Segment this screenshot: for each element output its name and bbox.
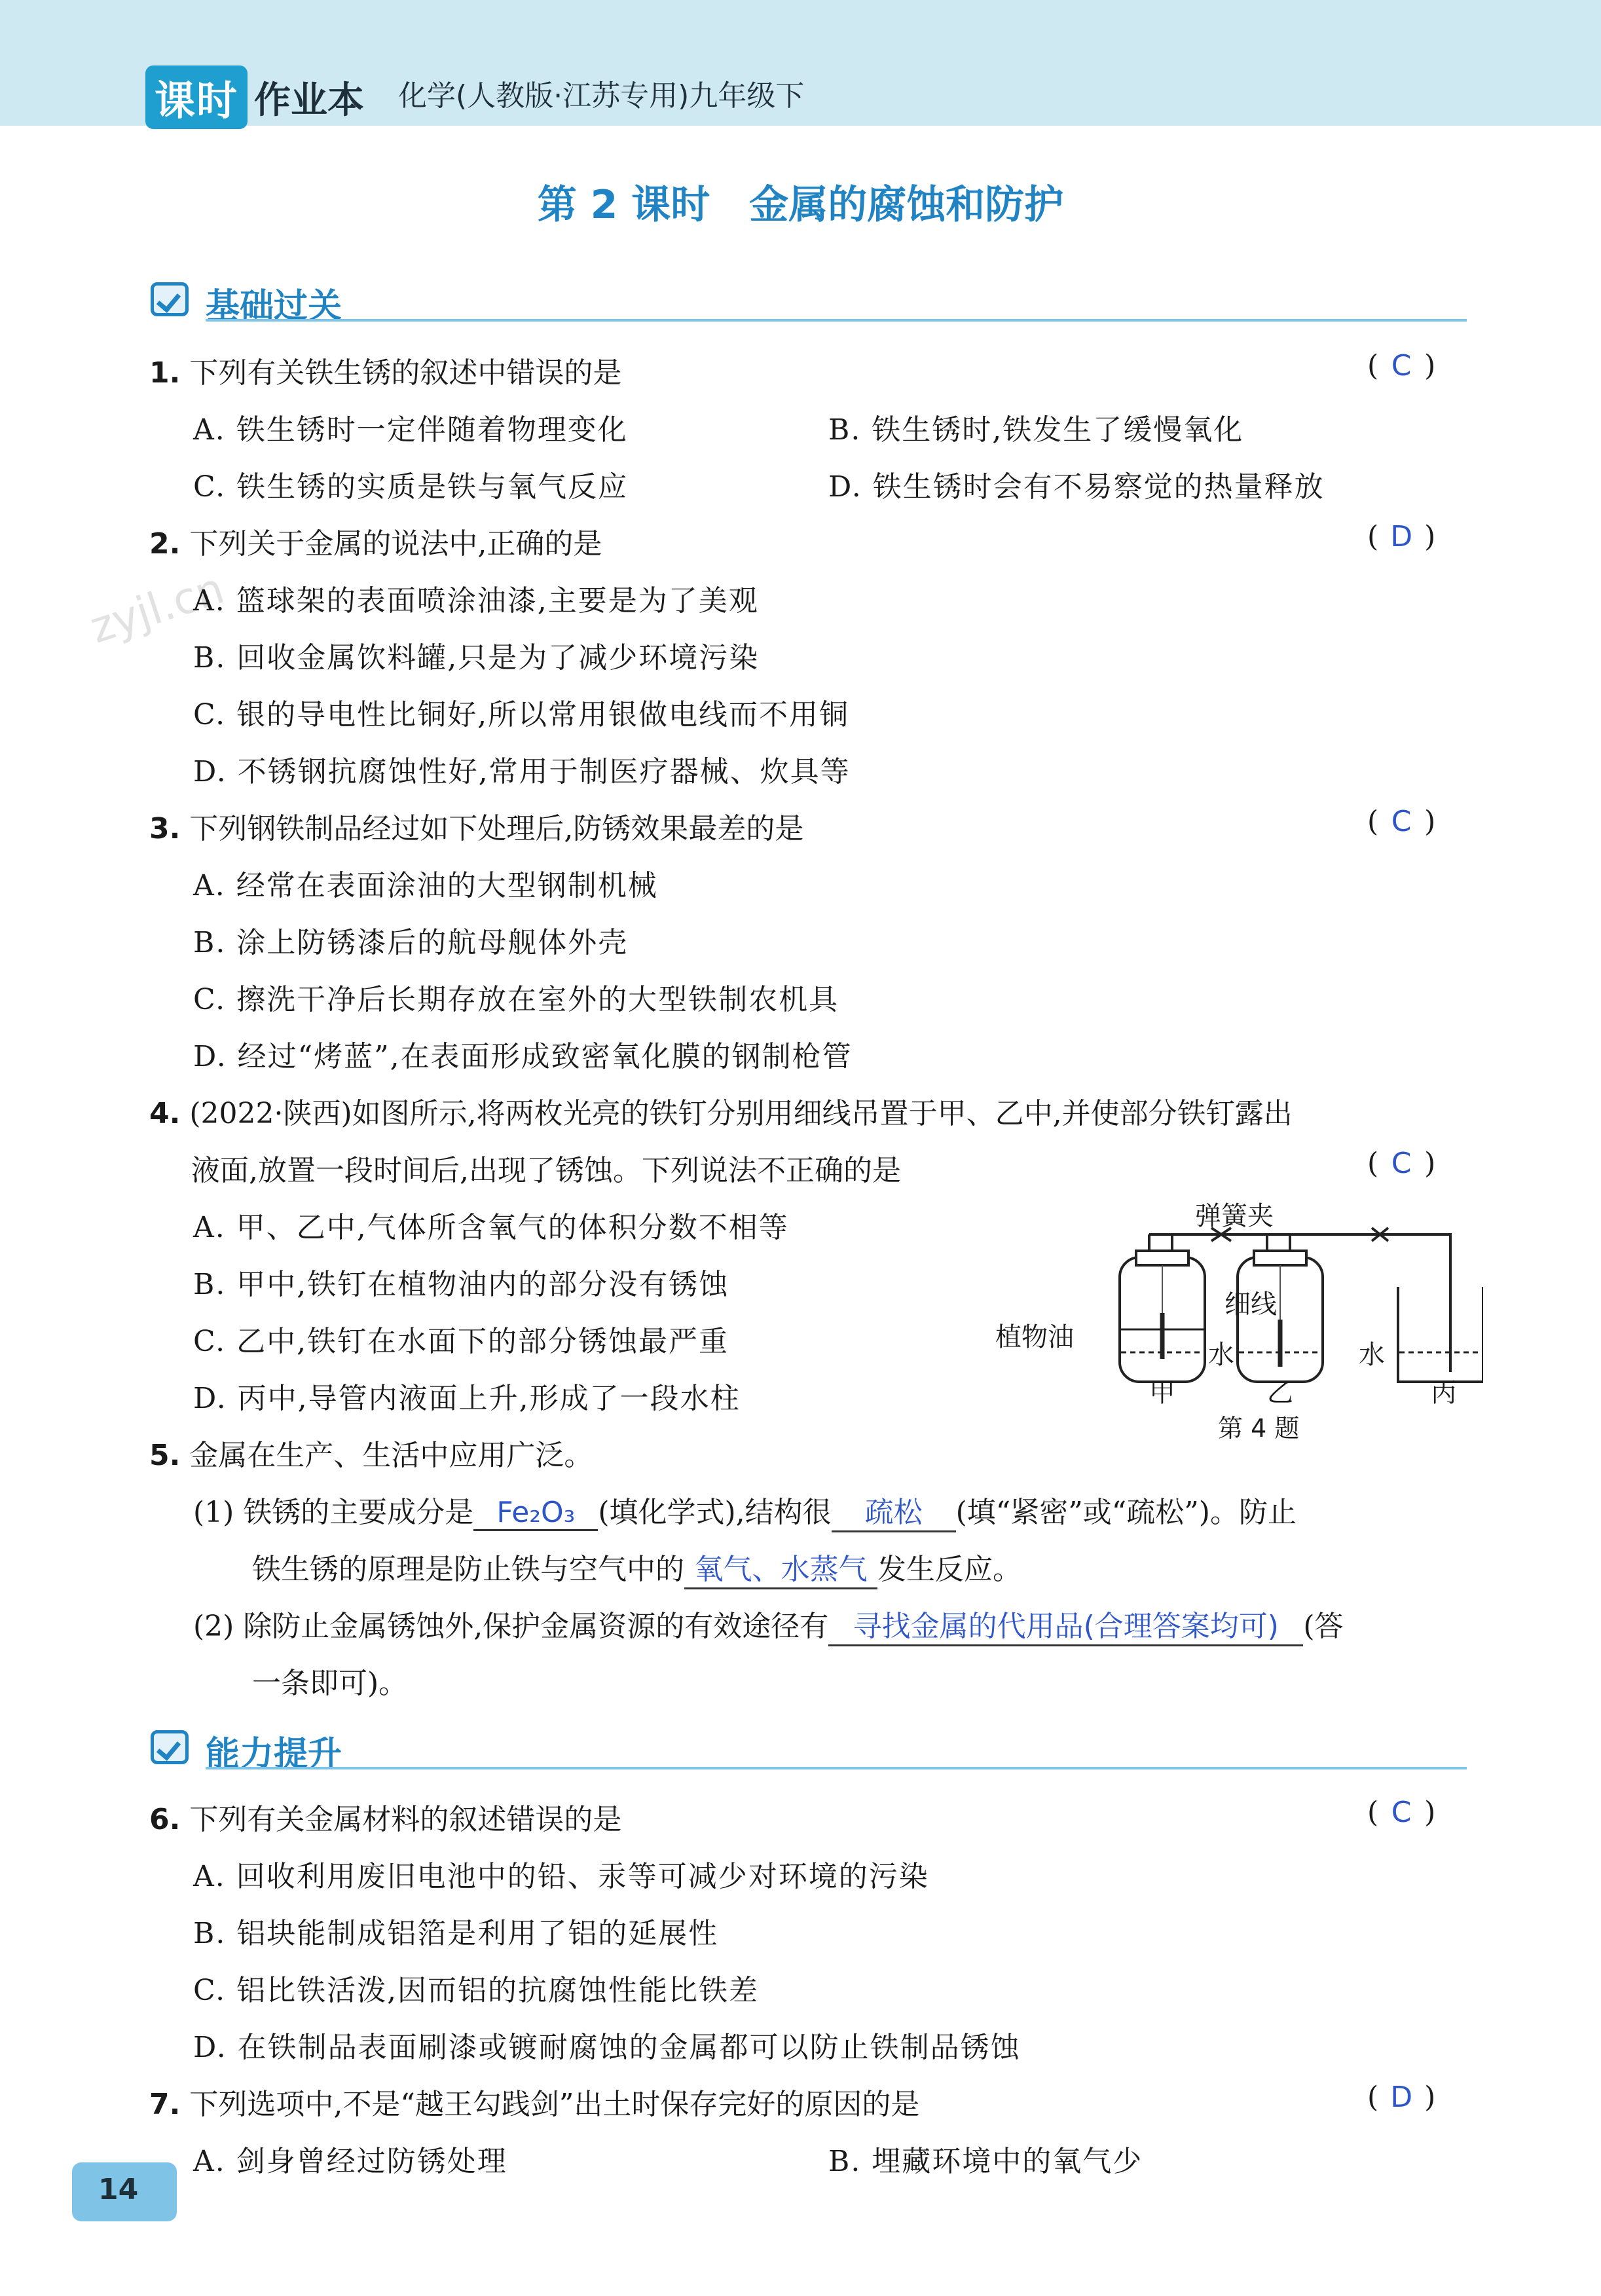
question-number: 6. xyxy=(149,1803,181,1836)
option: D. 在铁制品表面刷漆或镀耐腐蚀的金属都可以防止铁制品锈蚀 xyxy=(193,2031,1021,2064)
question-number: 1. xyxy=(149,356,181,390)
option: D. 丙中,导管内液面上升,形成了一段水柱 xyxy=(193,1382,741,1415)
option: B. 涂上防锈漆后的航母舰体外壳 xyxy=(193,926,629,959)
answer-2: ( D ) xyxy=(1367,520,1436,553)
answer-letter: C xyxy=(1391,805,1412,838)
label-water-2: 水 xyxy=(1359,1340,1385,1370)
question-5-part-2-cont: 一条即可)。 xyxy=(252,1667,408,1700)
brand-box: 课时 xyxy=(145,65,248,129)
option: C. 铝比铁活泼,因而铝的抗腐蚀性能比铁差 xyxy=(193,1974,760,2007)
option: D. 铁生锈时会有不易察觉的热量释放 xyxy=(828,470,1325,504)
answer-6: ( C ) xyxy=(1367,1796,1436,1829)
question-stem: 下列选项中,不是“越王勾践剑”出土时保存完好的原因的是 xyxy=(189,2088,920,2121)
experiment-figure xyxy=(995,1195,1483,1451)
section-title: 基础过关 xyxy=(206,287,342,326)
question-2 xyxy=(149,520,602,562)
question-number: 3. xyxy=(149,812,181,845)
option: A. 篮球架的表面喷涂油漆,主要是为了美观 xyxy=(193,584,759,618)
option: D. 不锈钢抗腐蚀性好,常用于制医疗器械、炊具等 xyxy=(193,755,851,788)
question-stem: 金属在生产、生活中应用广泛。 xyxy=(189,1439,593,1472)
question-stem: 下列有关金属材料的叙述错误的是 xyxy=(189,1803,622,1836)
section-basic xyxy=(151,278,1467,324)
checkbox-icon xyxy=(151,282,189,316)
option: A. 经常在表面涂油的大型钢制机械 xyxy=(193,869,658,902)
question-5-part-1: (1) 铁锈的主要成分是 Fe₂O₃ (填化学式),结构很 疏松 (填“紧密”或“疏松”)。防止 xyxy=(193,1489,1297,1532)
question-1 xyxy=(149,349,621,391)
option: A. 回收利用废旧电池中的铅、汞等可减少对环境的污染 xyxy=(193,1860,929,1893)
option: B. 埋藏环境中的氧气少 xyxy=(828,2145,1143,2178)
subject-info: 化学(人教版·江苏专用)九年级下 xyxy=(398,79,805,113)
section-divider xyxy=(206,319,1467,322)
option: B. 铝块能制成铝箔是利用了铝的延展性 xyxy=(193,1917,719,1950)
question-5-part-2: (2) 除防止金属锈蚀外,保护金属资源的有效途径有 寻找金属的代用品(合理答案均可) (答 xyxy=(193,1602,1343,1646)
question-number: 7. xyxy=(149,2088,181,2121)
question-stem: (2022·陕西)如图所示,将两枚光亮的铁钉分别用细线吊置于甲、乙中,并使部分铁钉露出 xyxy=(189,1097,1293,1130)
figure-caption: 第 4 题 xyxy=(1218,1414,1300,1443)
brand-logo xyxy=(145,65,364,129)
question-stem: 下列有关铁生锈的叙述中错误的是 xyxy=(189,356,622,390)
label-water-1: 水 xyxy=(1208,1340,1234,1370)
question-4 xyxy=(149,1090,1293,1132)
beaker-bing xyxy=(1398,1287,1483,1382)
question-number: 2. xyxy=(149,527,181,561)
blank-air-components: 氧气、水蒸气 xyxy=(684,1546,877,1589)
question-number: 5. xyxy=(149,1439,181,1472)
watermark: zyjl.cn xyxy=(84,563,230,654)
option: B. 甲中,铁钉在植物油内的部分没有锈蚀 xyxy=(193,1268,729,1301)
option: A. 铁生锈时一定伴随着物理变化 xyxy=(193,413,628,447)
option: B. 铁生锈时,铁发生了缓慢氧化 xyxy=(828,413,1244,447)
question-stem: 下列关于金属的说法中,正确的是 xyxy=(189,527,602,561)
label-yi: 乙 xyxy=(1267,1378,1293,1408)
label-jia: 甲 xyxy=(1149,1378,1175,1408)
blank-rust-formula: Fe₂O₃ xyxy=(473,1496,598,1531)
answer-7: ( D ) xyxy=(1367,2081,1436,2114)
label-bing: 丙 xyxy=(1431,1378,1457,1408)
section-title: 能力提升 xyxy=(206,1735,342,1774)
blank-protection-method: 寻找金属的代用品(合理答案均可) xyxy=(828,1602,1303,1646)
section-advanced xyxy=(151,1726,1467,1772)
option: D. 经过“烤蓝”,在表面形成致密氧化膜的钢制枪管 xyxy=(193,1040,853,1073)
answer-3: ( C ) xyxy=(1367,805,1436,838)
label-spring-clip: 弹簧夹 xyxy=(1195,1201,1274,1231)
label-plant-oil: 植物油 xyxy=(995,1322,1074,1352)
blank-structure: 疏松 xyxy=(832,1489,956,1532)
question-3 xyxy=(149,805,803,847)
question-stem: 下列钢铁制品经过如下处理后,防锈效果最差的是 xyxy=(189,812,804,845)
question-6 xyxy=(149,1796,621,1838)
page-number: 14 xyxy=(98,2173,139,2206)
answer-letter: C xyxy=(1391,1147,1412,1180)
question-5-part-1-cont: 铁生锈的原理是防止铁与空气中的 氧气、水蒸气 发生反应。 xyxy=(252,1546,1021,1589)
brand-name: 作业本 xyxy=(254,79,365,122)
lesson-title: 第 2 课时 金属的腐蚀和防护 xyxy=(537,182,1064,228)
label-thread: 细线 xyxy=(1224,1289,1277,1320)
question-4-cont: 液面,放置一段时间后,出现了锈蚀。下列说法不正确的是 xyxy=(191,1154,901,1187)
option: C. 乙中,铁钉在水面下的部分锈蚀最严重 xyxy=(193,1325,729,1358)
option: C. 银的导电性比铜好,所以常用银做电线而不用铜 xyxy=(193,698,850,731)
question-number: 4. xyxy=(149,1097,181,1130)
answer-letter: C xyxy=(1391,1796,1412,1829)
answer-letter: C xyxy=(1391,349,1412,382)
question-5 xyxy=(149,1432,593,1473)
checkbox-icon xyxy=(151,1730,189,1764)
option: C. 铁生锈的实质是铁与氧气反应 xyxy=(193,470,629,504)
option: A. 剑身曾经过防锈处理 xyxy=(193,2145,507,2178)
section-divider xyxy=(206,1767,1467,1769)
answer-4: ( C ) xyxy=(1367,1147,1436,1180)
option: B. 回收金属饮料罐,只是为了减少环境污染 xyxy=(193,641,760,675)
answer-letter: D xyxy=(1390,2081,1413,2114)
question-7 xyxy=(149,2081,919,2122)
option: C. 擦洗干净后长期存放在室外的大型铁制农机具 xyxy=(193,983,839,1016)
answer-letter: D xyxy=(1390,520,1413,553)
answer-1: ( C ) xyxy=(1367,349,1436,382)
option: A. 甲、乙中,气体所含氧气的体积分数不相等 xyxy=(193,1211,789,1244)
